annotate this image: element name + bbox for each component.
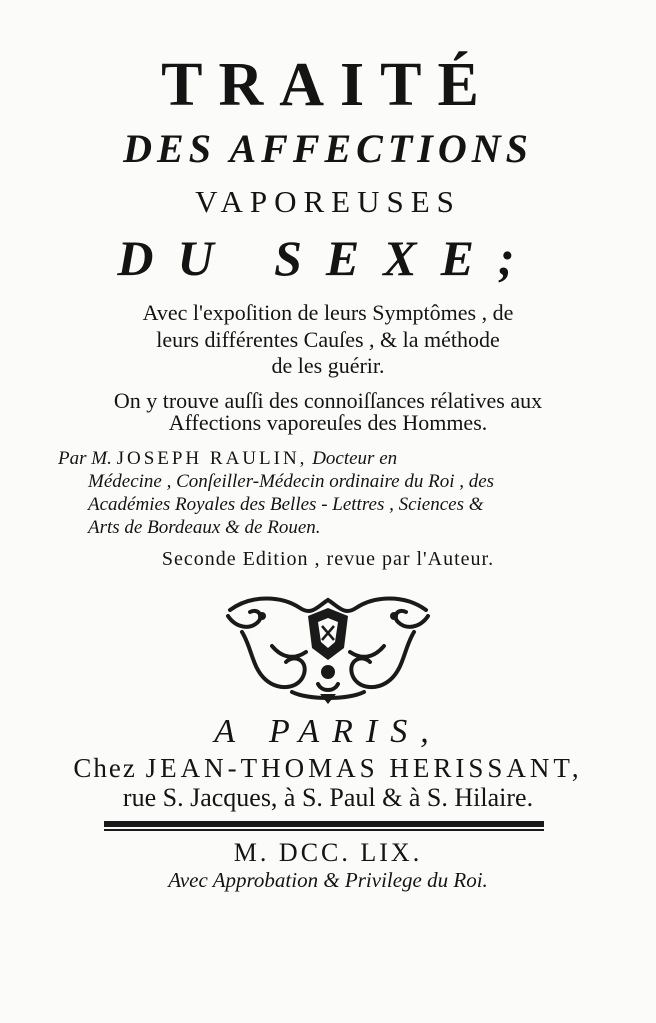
author-title: Docteur en <box>312 448 398 469</box>
description-line-5: Affections vaporeuſes des Hommes. <box>168 410 488 435</box>
title-line-1: TRAITÉ <box>161 51 495 119</box>
edition-note: Seconde Edition , revue par l'Auteur. <box>161 548 495 570</box>
description-line-1: Avec l'expoſition de leurs Symptômes , de <box>142 300 514 325</box>
author-name: JOSEPH RAULIN, <box>116 448 308 469</box>
imprint-printer <box>0 752 656 784</box>
imprint-city: A PARIS, <box>214 713 442 750</box>
title-line-3: VAPOREUSES <box>195 184 461 219</box>
imprint-date: M. DCC. LIX. <box>233 838 423 867</box>
author-line-1 <box>58 447 618 470</box>
printer-ornament-icon <box>222 588 434 706</box>
author-prefix: Par M. <box>58 448 112 469</box>
printer-name: JEAN-THOMAS HERISSANT, <box>145 753 583 783</box>
author-line-3: Académies Royales des Belles - Lettres , Sciences & <box>88 494 484 515</box>
author-line-4: Arts de Bordeaux & de Rouen. <box>88 517 321 538</box>
printer-prefix: Chez <box>73 753 137 783</box>
title-line-2: DES AFFECTIONS <box>123 126 533 171</box>
title-line-4: DU SEXE; <box>117 230 539 286</box>
imprint-address: rue S. Jacques, à S. Paul & à S. Hilaire. <box>122 783 534 812</box>
double-rule-divider <box>104 820 544 832</box>
imprint-privilege: Avec Approbation & Privilege du Roi. <box>168 868 488 892</box>
description-line-2: leurs différentes Cauſes , & la méthode <box>156 327 500 352</box>
description-line-3: de les guérir. <box>271 353 385 378</box>
author-line-2: Médecine , Conſeiller-Médecin ordinaire du Roi , des <box>88 471 495 492</box>
description-line-4: On y trouve auſſi des connoiſſances rélatives aux <box>113 388 543 413</box>
